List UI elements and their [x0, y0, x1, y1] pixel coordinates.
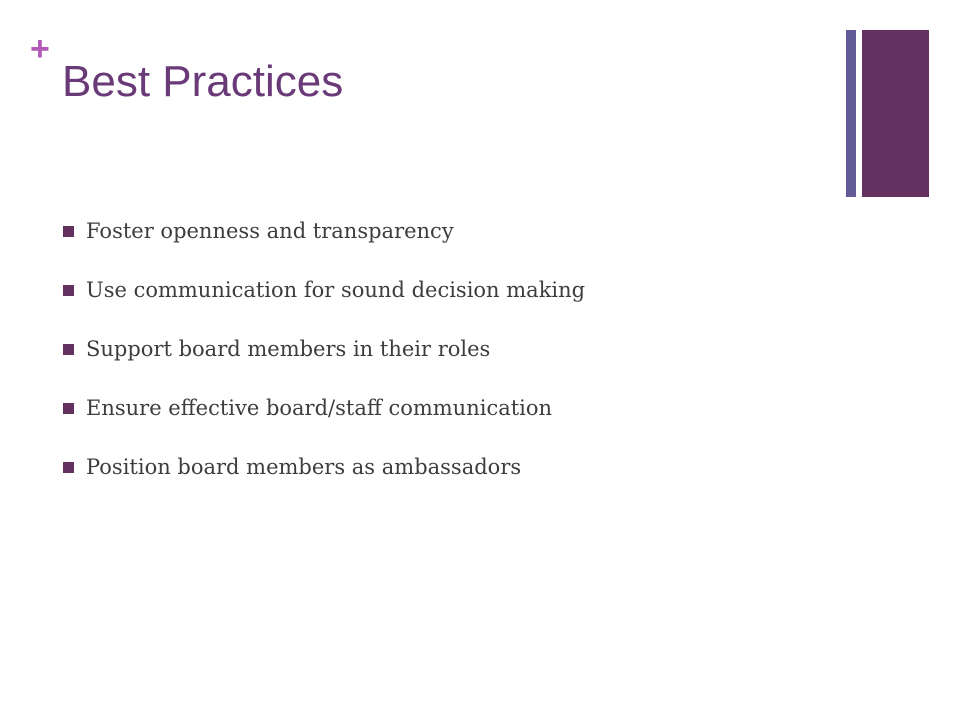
- bullet-item: [63, 332, 585, 366]
- bullet-text: Support board members in their roles: [86, 337, 491, 361]
- bullet-item: [63, 273, 585, 307]
- bullet-text: Use communication for sound decision making: [86, 278, 586, 302]
- bullet-text: Foster openness and transparency: [86, 219, 454, 243]
- accent-bar-thin: [846, 30, 856, 197]
- slide-title: Best Practices: [62, 57, 344, 106]
- accent-bar-wide: [862, 30, 929, 197]
- bullet-item: [63, 214, 585, 248]
- square-bullet-icon: [63, 462, 74, 473]
- square-bullet-icon: [63, 403, 74, 414]
- square-bullet-icon: [63, 285, 74, 296]
- plus-icon: +: [30, 30, 50, 68]
- square-bullet-icon: [63, 226, 74, 237]
- square-bullet-icon: [63, 344, 74, 355]
- bullet-list: [63, 214, 585, 509]
- bullet-text: Position board members as ambassadors: [86, 455, 522, 479]
- bullet-item: [63, 391, 585, 425]
- bullet-item: [63, 450, 585, 484]
- bullet-text: Ensure effective board/staff communication: [86, 396, 553, 420]
